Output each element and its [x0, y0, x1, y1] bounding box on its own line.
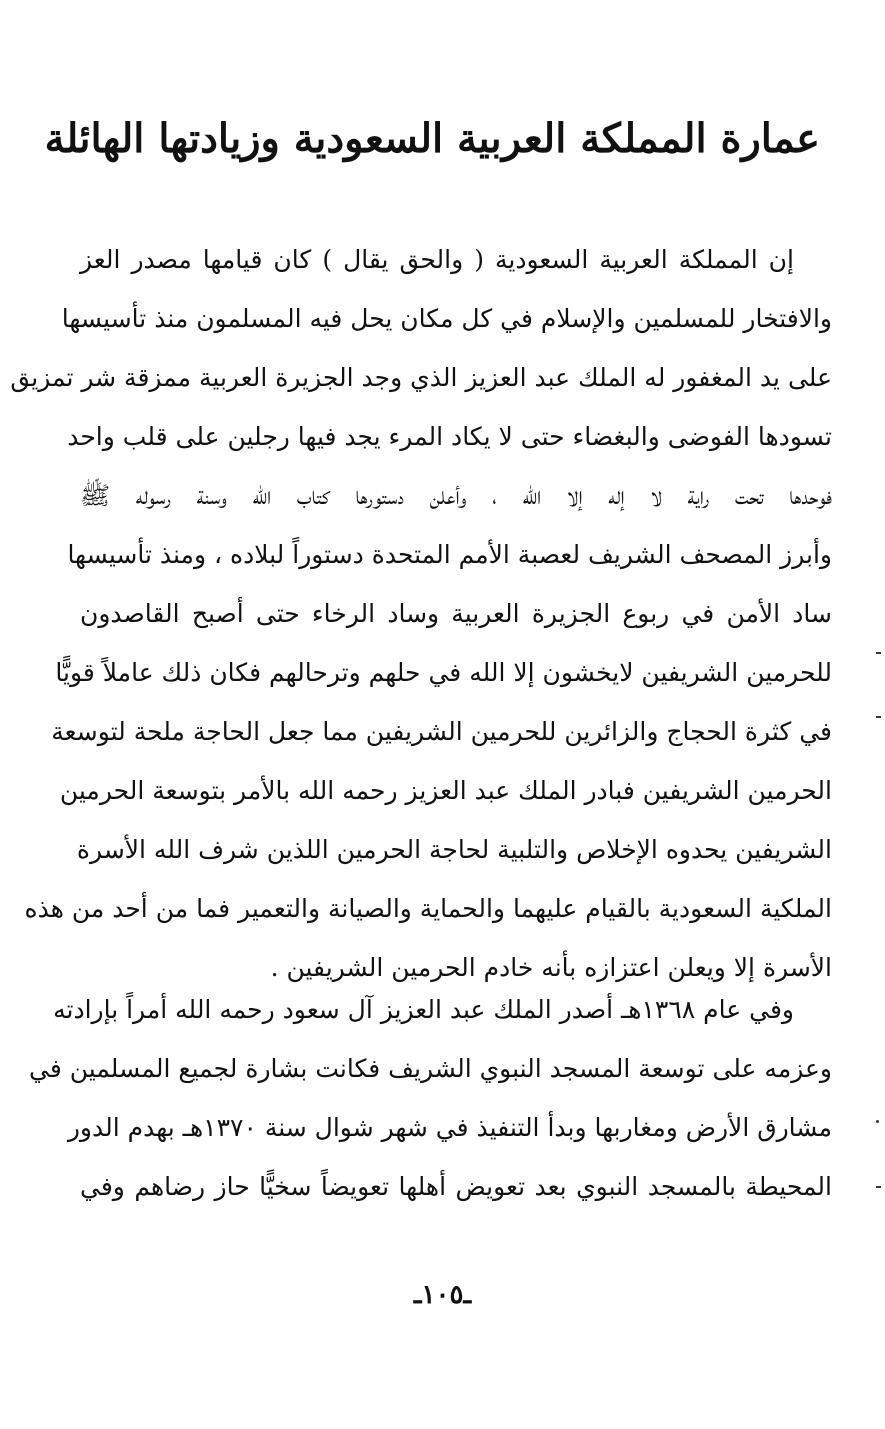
text-line: إن المملكة العربية السعودية ( والحق يقال ) كان قيامها مصدر العز — [80, 245, 794, 274]
text-line: وعزمه على توسعة المسجد النبوي الشريف فكانت بشارة لجميع المسلمين في — [29, 1054, 832, 1083]
margin-mark — [876, 652, 881, 654]
text-line: مشارق الأرض ومغاربها وبدأ التنفيذ في شهر شوال سنة ١٣٧٠هـ بهدم الدور — [67, 1113, 832, 1142]
page-number: ـ١٠٥ـ — [413, 1280, 472, 1310]
text-line: على يد المغفور له الملك عبد العزيز الذي وجد الجزيرة العربية ممزقة شر تمزيق — [10, 363, 832, 392]
text-line: ساد الأمن في ربوع الجزيرة العربية وساد الرخاء حتى أصبح القاصدون — [80, 599, 832, 628]
text-line: في كثرة الحجاج والزائرين للحرمين الشريفين مما جعل الحاجة ملحة لتوسعة — [51, 717, 832, 746]
text-line: وفي عام ١٣٦٨هـ أصدر الملك عبد العزيز آل سعود رحمه الله أمراً بإرادته — [53, 995, 794, 1024]
paragraph-1 — [10, 230, 832, 997]
text-line: الملكية السعودية بالقيام عليهما والحماية والصيانة والتعمير فما من أحد من هذه — [24, 894, 832, 923]
text-line: المحيطة بالمسجد النبوي بعد تعويض أهلها تعويضاً سخيًّا حاز رضاهم وفي — [80, 1172, 832, 1201]
paragraph-2 — [29, 980, 832, 1216]
text-line: للحرمين الشريفين لايخشون إلا الله في حلهم وترحالهم فكان ذلك عاملاً قويًّا — [55, 658, 832, 687]
margin-mark — [876, 716, 881, 718]
text-line: الأسرة إلا ويعلن اعتزازه بأنه خادم الحرمين الشريفين . — [270, 953, 832, 982]
text-line: الشريفين يحدوه الإخلاص والتلبية لحاجة الحرمين اللذين شرف الله الأسرة — [76, 835, 832, 864]
chapter-title: عمارة المملكة العربية السعودية وزيادتها الهائلة — [44, 115, 820, 162]
text-line: تسودها الفوضى والبغضاء حتى لا يكاد المرء يجد فيها رجلين على قلب واحد — [67, 422, 832, 451]
text-line: والافتخار للمسلمين والإسلام في كل مكان يحل فيه المسلمون منذ تأسيسها — [61, 304, 832, 333]
text-line: الحرمين الشريفين فبادر الملك عبد العزيز رحمه الله بالأمر بتوسعة الحرمين — [59, 776, 832, 805]
margin-mark — [876, 1186, 881, 1188]
text-line: وأبرز المصحف الشريف لعصبة الأمم المتحدة دستوراً لبلاده ، ومنذ تأسيسها — [67, 540, 832, 569]
text-line: فوحدها تحت راية لا إله إلا الله ، وأعلن دستورها كتاب الله وسنة رسوله ﷺ — [80, 481, 832, 510]
margin-mark — [876, 1120, 879, 1123]
